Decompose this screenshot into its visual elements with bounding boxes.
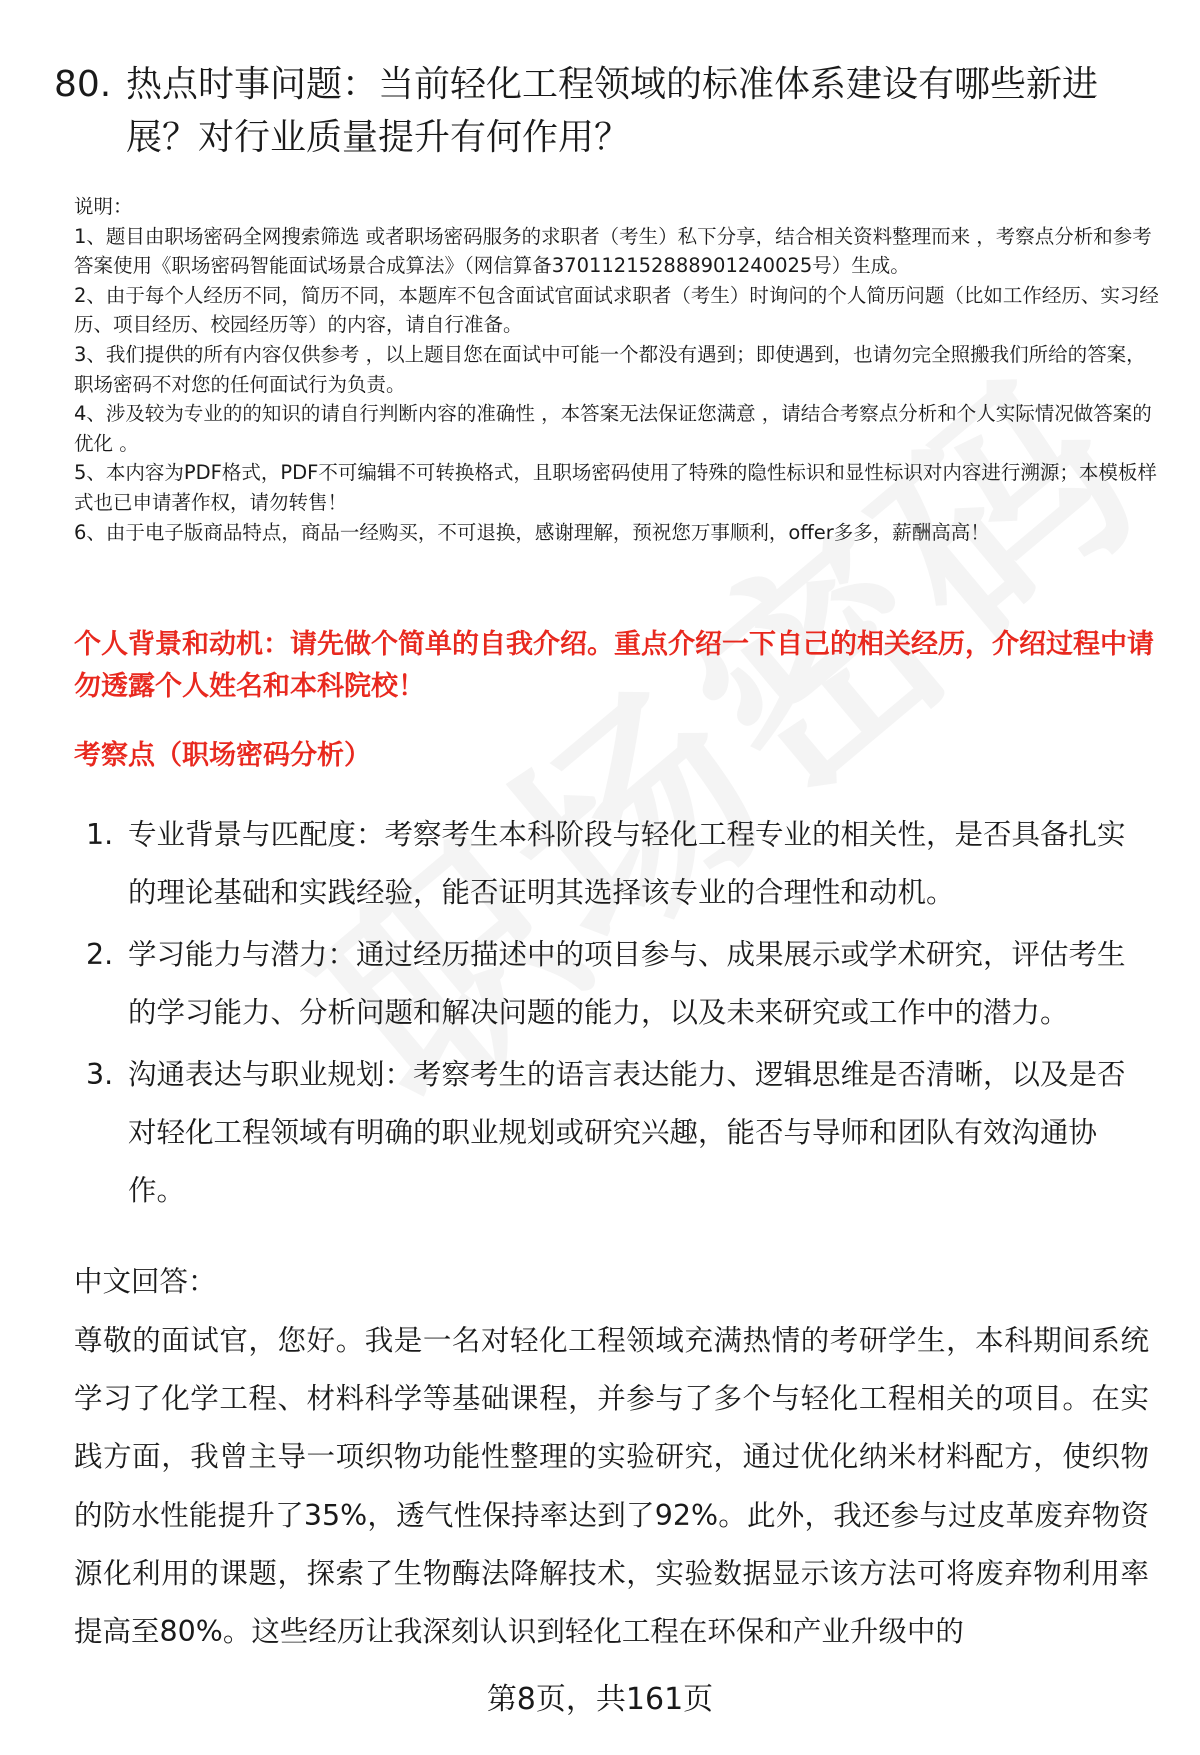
point-text: 学习能力与潜力：通过经历描述中的项目参与、成果展示或学术研究，评估考生的学习能力、分析问题和解决问题的能力，以及未来研究或工作中的潜力。 (128, 938, 1126, 1029)
note-item: 5、本内容为PDF格式，PDF不可编辑不可转换格式，且职场密码使用了特殊的隐性标识和显性标识对内容进行溯源；本模板样式也已申请著作权，请勿转售！ (74, 461, 1157, 514)
answer-text: 尊敬的面试官，您好。我是一名对轻化工程领域充满热情的考研学生，本科期间系统学习了化学工程、材料科学等基础课程，并参与了多个与轻化工程相关的项目。在实践方面，我曾主导一项织物功能性整理的实验研究，通过优化纳米材料配方，使织物的防水性能提升了35%，透气性保持率达到了92%。此外，我还参与过皮革废弃物资源化利用的课题，探索了生物酶法降解技术，实验数据显示该方法可将废弃物利用率提高至80%。这些经历让我深刻认识到轻化工程在环保和产业升级中的 (74, 1324, 1149, 1649)
analysis-point (86, 806, 1146, 922)
point-text: 沟通表达与职业规划：考察考生的语言表达能力、逻辑思维是否清晰，以及是否对轻化工程领域有明确的职业规划或研究兴趣，能否与导师和团队有效沟通协作。 (128, 1058, 1126, 1207)
analysis-heading: 考察点（职场密码分析） (74, 740, 371, 771)
analysis-point (86, 1046, 1146, 1220)
analysis-points (86, 806, 1146, 1224)
question-number: 80. (54, 64, 112, 105)
note-item: 6、由于电子版商品特点，商品一经购买，不可退换，感谢理解，预祝您万事顺利，offer多多，薪酬高高！ (74, 520, 990, 544)
point-number: 3. (86, 1058, 114, 1091)
analysis-point (86, 926, 1146, 1042)
point-text: 专业背景与匹配度：考察考生本科阶段与轻化工程专业的相关性，是否具备扎实的理论基础和实践经验，能否证明其选择该专业的合理性和动机。 (128, 818, 1126, 909)
note-item: 3、我们提供的所有内容仅供参考 ，以上题目您在面试中可能一个都没有遇到；即使遇到，也请勿完全照搬我们所给的答案，职场密码不对您的任何面试行为负责。 (74, 342, 1146, 396)
notes-section (74, 192, 1159, 547)
notes-heading: 说明： (74, 195, 133, 218)
question-text: 热点时事问题：当前轻化工程领域的标准体系建设有哪些新进展？对行业质量提升有何作用？ (126, 64, 1099, 158)
note-item: 4、涉及较为专业的的知识的请自行判断内容的准确性 ，本答案无法保证您满意 ，请结合考察点分析和个人实际情况做答案的优化 。 (74, 402, 1152, 455)
point-number: 1. (86, 818, 114, 851)
point-number: 2. (86, 938, 114, 971)
note-item: 2、由于每个人经历不同，简历不同，本题库不包含面试官面试求职者（考生）时询问的个人简历问题（比如工作经历、实习经历、项目经历、校园经历等）的内容，请自行准备。 (74, 283, 1159, 337)
page-footer: 第8页，共161页 (486, 1682, 714, 1717)
note-item: 1、题目由职场密码全网搜索筛选 或者职场密码服务的求职者（考生）私下分享，结合相关资料整理而来 ，考察点分析和参考答案使用《职场密码智能面试场景合成算法》（网信算备370112152888901240025号）生成。 (74, 224, 1152, 278)
section-question: 个人背景和动机：请先做个简单的自我介绍。重点介绍一下自己的相关经历，介绍过程中请勿透露个人姓名和本科院校！ (74, 629, 1154, 702)
answer-label: 中文回答： (74, 1265, 217, 1298)
question-title (54, 58, 1114, 164)
